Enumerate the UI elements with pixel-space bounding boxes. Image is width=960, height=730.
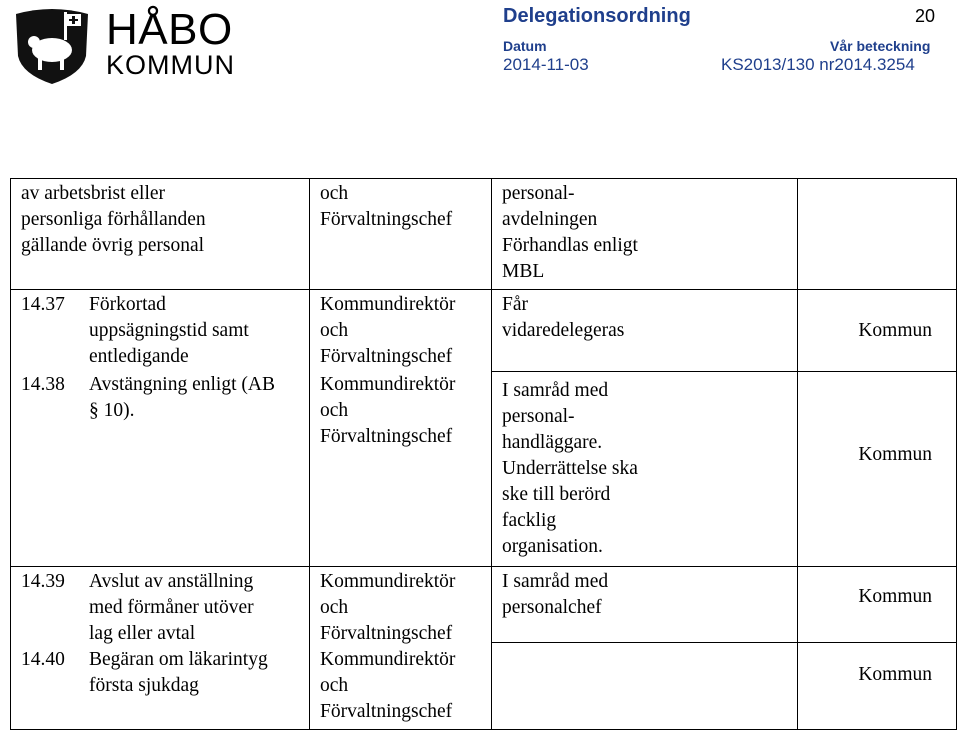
reference-label: Vår beteckning [830,38,931,54]
decision-cell [798,567,957,730]
item-text: Begäran om läkarintyg första sjukdag [89,649,268,696]
delegate-text: Kommundirektör och Förvaltningschef [320,571,456,644]
table-row [11,567,957,730]
item-text: Avslut av anställning med förmåner utöver lag eller avtal [89,571,254,644]
item-number: 14.38 [21,374,65,395]
delegate-text: Kommundirektör och Förvaltningschef [320,294,456,367]
delegate-text: Kommundirektör och Förvaltningschef [320,649,456,722]
decision-cell [798,290,957,567]
date-label: Datum [503,38,547,54]
delegate-text: och Förvaltningschef [320,183,453,230]
note-text: I samråd med personalchef [492,567,797,643]
note-cell [492,179,798,290]
reference-value: KS2013/130 nr2014.3254 [721,55,915,74]
decision-text: Kommun [798,290,956,372]
note-cell [492,567,798,730]
note-text: Får vidaredelegeras [492,290,797,372]
date-value: 2014-11-03 [503,55,589,74]
document-title: Delegationsordning [503,5,691,27]
note-cell [492,290,798,567]
item-text: Avstängning enligt (AB § 10). [89,374,275,421]
note-text: personal- avdelningen Förhandlas enligt MBL [502,183,638,282]
item-number: 14.40 [21,649,65,670]
item-cell [11,567,310,730]
table-row [11,290,957,567]
delegate-text: Kommundirektör och Förvaltningschef [320,374,456,447]
delegate-cell [310,179,492,290]
decision-cell [798,179,957,290]
item-text: Förkortad uppsägningstid samt entledigande [89,294,249,367]
sheep-emblem-icon [12,4,92,84]
item-cell [11,290,310,567]
delegate-cell [310,567,492,730]
table-row [11,179,957,290]
item-text: av arbetsbrist eller personliga förhållanden gällande övrig personal [21,183,206,256]
page-number: 20 [915,6,936,26]
item-number: 14.37 [21,294,65,315]
delegate-cell [310,290,492,567]
decision-text: Kommun [858,664,932,685]
note-text: I samråd med personal- handläggare. Underrättelse ska ske till berörd facklig organisation. [502,380,638,557]
note-text [492,643,797,647]
delegation-table [10,178,957,730]
decision-text: Kommun [858,444,932,465]
logo-subtitle: KOMMUN [106,50,235,80]
decision-text: Kommun [798,567,956,643]
item-number: 14.39 [21,571,65,592]
habo-kommun-logo [12,4,237,84]
item-cell [11,179,310,290]
logo-name: HÅBO [106,5,233,54]
